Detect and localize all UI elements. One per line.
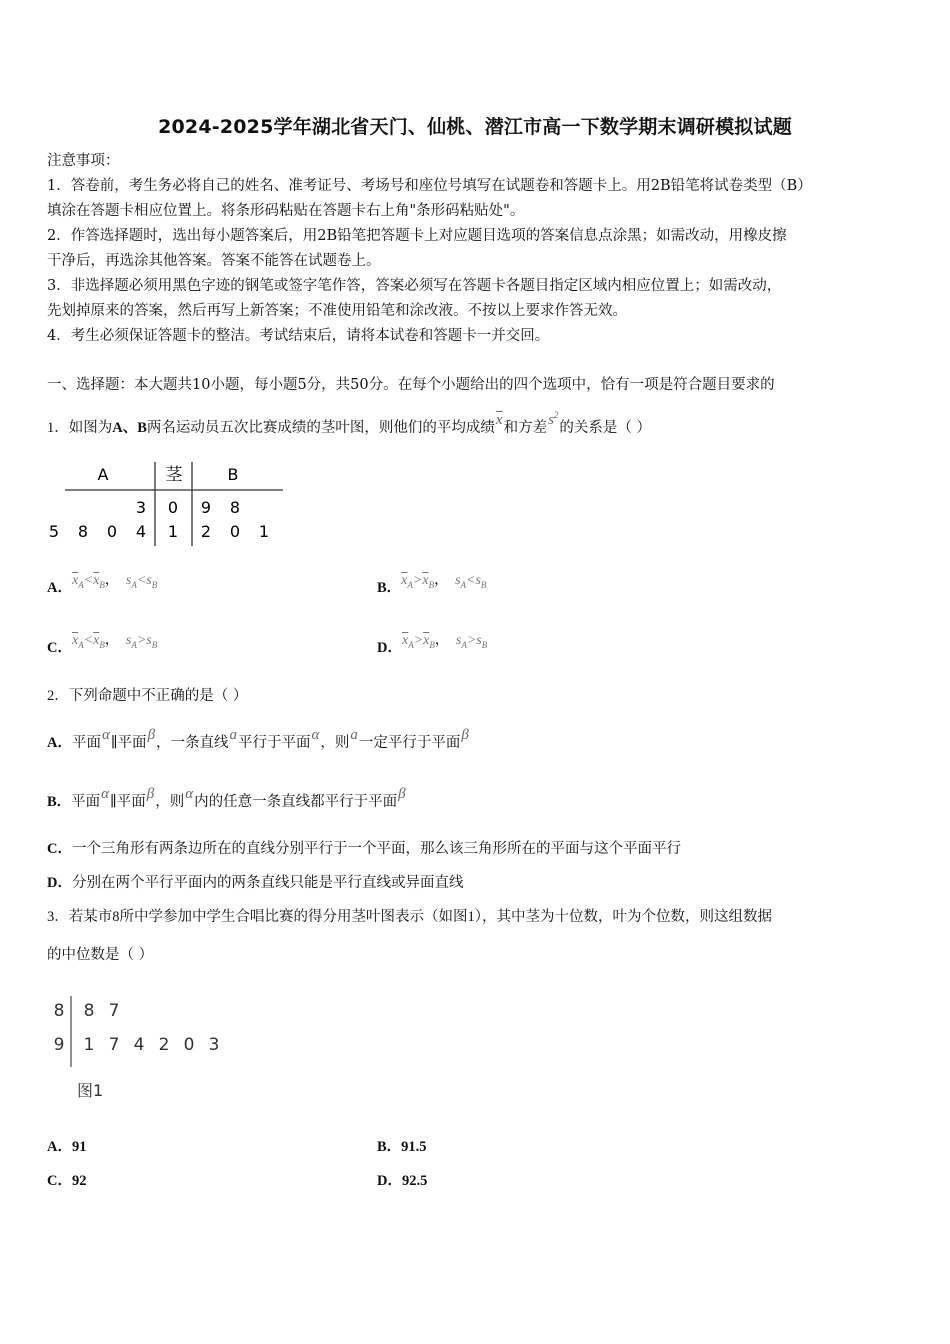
fig1-leaf: 3 (208, 1035, 220, 1055)
leaf-b: 2 (200, 522, 212, 541)
stem-leaf-plot-fig1 (47, 992, 247, 1107)
q2-option-a[interactable]: A．平面α∥平面β，一条直线a平行于平面α，则a一定平行于平面β (47, 727, 469, 751)
header-b: B (227, 465, 239, 484)
section-heading: 一、选择题：本大题共10小题，每小题5分，共50分。在每个小题给出的四个选项中，恰有一项是符合题目要求的 (47, 377, 775, 393)
fig1-leaf: 7 (108, 1035, 120, 1055)
fig1-leaf: 0 (183, 1035, 195, 1055)
notice-line-4: 干净后，再选涂其他答案。答案不能答在试题卷上。 (47, 253, 381, 269)
stem-leaf-plot-ab (47, 458, 287, 548)
page-title: 2024-2025学年湖北省天门、仙桃、潜江市高一下数学期末调研模拟试题 (158, 116, 792, 138)
leaf-b: 1 (258, 522, 270, 541)
option-formula: $\overline{x}_A>\overline{x}_B$， $s_A<s_B$ (401, 573, 487, 590)
notice-line-6: 先划掉原来的答案，然后再写上新答案；不准使用铅笔和涂改液。不按以上要求作答无效。 (47, 303, 627, 319)
q1-option-c[interactable]: C．$\overline{x}_A<\overline{x}_B$， $s_A>s_B$ (47, 633, 158, 656)
q2-option-d[interactable]: D．分别在两个平行平面内的两条直线只能是平行直线或异面直线 (47, 875, 464, 891)
leaf-b: 9 (200, 498, 212, 517)
q1-option-a[interactable]: A．$\overline{x}_A<\overline{x}_B$， $s_A<s_B$ (47, 573, 158, 596)
leaf-a: 3 (135, 498, 147, 517)
q3-option-c[interactable]: C．92 (47, 1173, 87, 1189)
question-3: 3．若某市8所中学参加中学生合唱比赛的得分用茎叶图表示（如图1），其中茎为十位数，叶为个位数，则这组数据 (47, 909, 772, 925)
option-formula: $\overline{x}_A>\overline{x}_B$， $s_A>s_B$ (401, 633, 488, 650)
leaf-a: 0 (106, 522, 118, 541)
fig1-leaf: 4 (133, 1035, 145, 1055)
stem-value: 1 (167, 522, 179, 541)
q3-option-b[interactable]: B．91.5 (377, 1139, 427, 1155)
q3-option-a[interactable]: A．91 (47, 1139, 87, 1155)
option-formula: $\overline{x}_A<\overline{x}_B$， $s_A<s_B$ (71, 573, 158, 590)
q1-option-b[interactable]: B．$\overline{x}_A>\overline{x}_B$， $s_A<s_B$ (377, 573, 487, 596)
variance-symbol: $s^2$ (548, 410, 559, 428)
leaf-b: 0 (229, 522, 241, 541)
leaf-a: 5 (48, 522, 60, 541)
notice-line-7: 4．考生必须保证答题卡的整洁。考试结束后，请将本试卷和答题卡一并交回。 (47, 328, 550, 344)
fig1-stem: 8 (53, 1001, 65, 1021)
question-number: 1． (47, 420, 69, 436)
figure-caption: 图1 (77, 1081, 104, 1100)
fig1-rows (54, 1001, 220, 1055)
fig1-leaf: 8 (83, 1001, 95, 1021)
fig1-stem: 9 (53, 1035, 65, 1055)
question-2: 2．下列命题中不正确的是（ ） (47, 688, 248, 704)
q3-option-d[interactable]: D．92.5 (377, 1173, 428, 1189)
mean-symbol: $\overline{x}$ (495, 412, 503, 428)
stem-value: 0 (167, 498, 179, 517)
header-stem: 茎 (165, 465, 183, 485)
stem-leaf-rows (49, 498, 269, 541)
q2-option-c[interactable]: C．一个三角形有两条边所在的直线分别平行于一个平面，那么该三角形所在的平面与这个平面平行 (47, 841, 681, 857)
fig1-leaf: 1 (83, 1035, 95, 1055)
option-formula: $\overline{x}_A<\overline{x}_B$， $s_A>s_B$ (71, 633, 158, 650)
question-1: 1．如图为A、B两名运动员五次比赛成绩的茎叶图，则他们的平均成绩$\overline{x}$和方差$s^2$的关系是（ ） (47, 410, 652, 436)
notice-line-1: 1．答卷前，考生务必将自己的姓名、准考证号、考场号和座位号填写在试题卷和答题卡上。用2B铅笔将试卷类型（B） (47, 178, 812, 194)
header-a: A (97, 465, 109, 484)
q1-option-d[interactable]: D．$\overline{x}_A>\overline{x}_B$， $s_A>s_B$ (377, 633, 488, 656)
notice-line-3: 2．作答选择题时，选出每小题答案后，用2B铅笔把答题卡上对应题目选项的答案信息点涂黑；如需改动，用橡皮擦 (47, 228, 787, 244)
notice-line-5: 3．非选择题必须用黑色字迹的钢笔或签字笔作答，答案必须写在答题卡各题目指定区域内相应位置上；如需改动， (47, 278, 782, 294)
q2-option-b[interactable]: B．平面α∥平面β，则α内的任意一条直线都平行于平面β (47, 786, 406, 810)
question-3-cont: 的中位数是（ ） (47, 947, 154, 963)
leaf-b: 8 (229, 498, 241, 517)
notice-line-2: 填涂在答题卡相应位置上。将条形码粘贴在答题卡右上角"条形码粘贴处"。 (47, 203, 525, 219)
notice-heading: 注意事项： (47, 153, 120, 169)
fig1-leaf: 2 (158, 1035, 170, 1055)
leaf-a: 4 (135, 522, 147, 541)
leaf-a: 8 (77, 522, 89, 541)
fig1-leaf: 7 (108, 1001, 120, 1021)
